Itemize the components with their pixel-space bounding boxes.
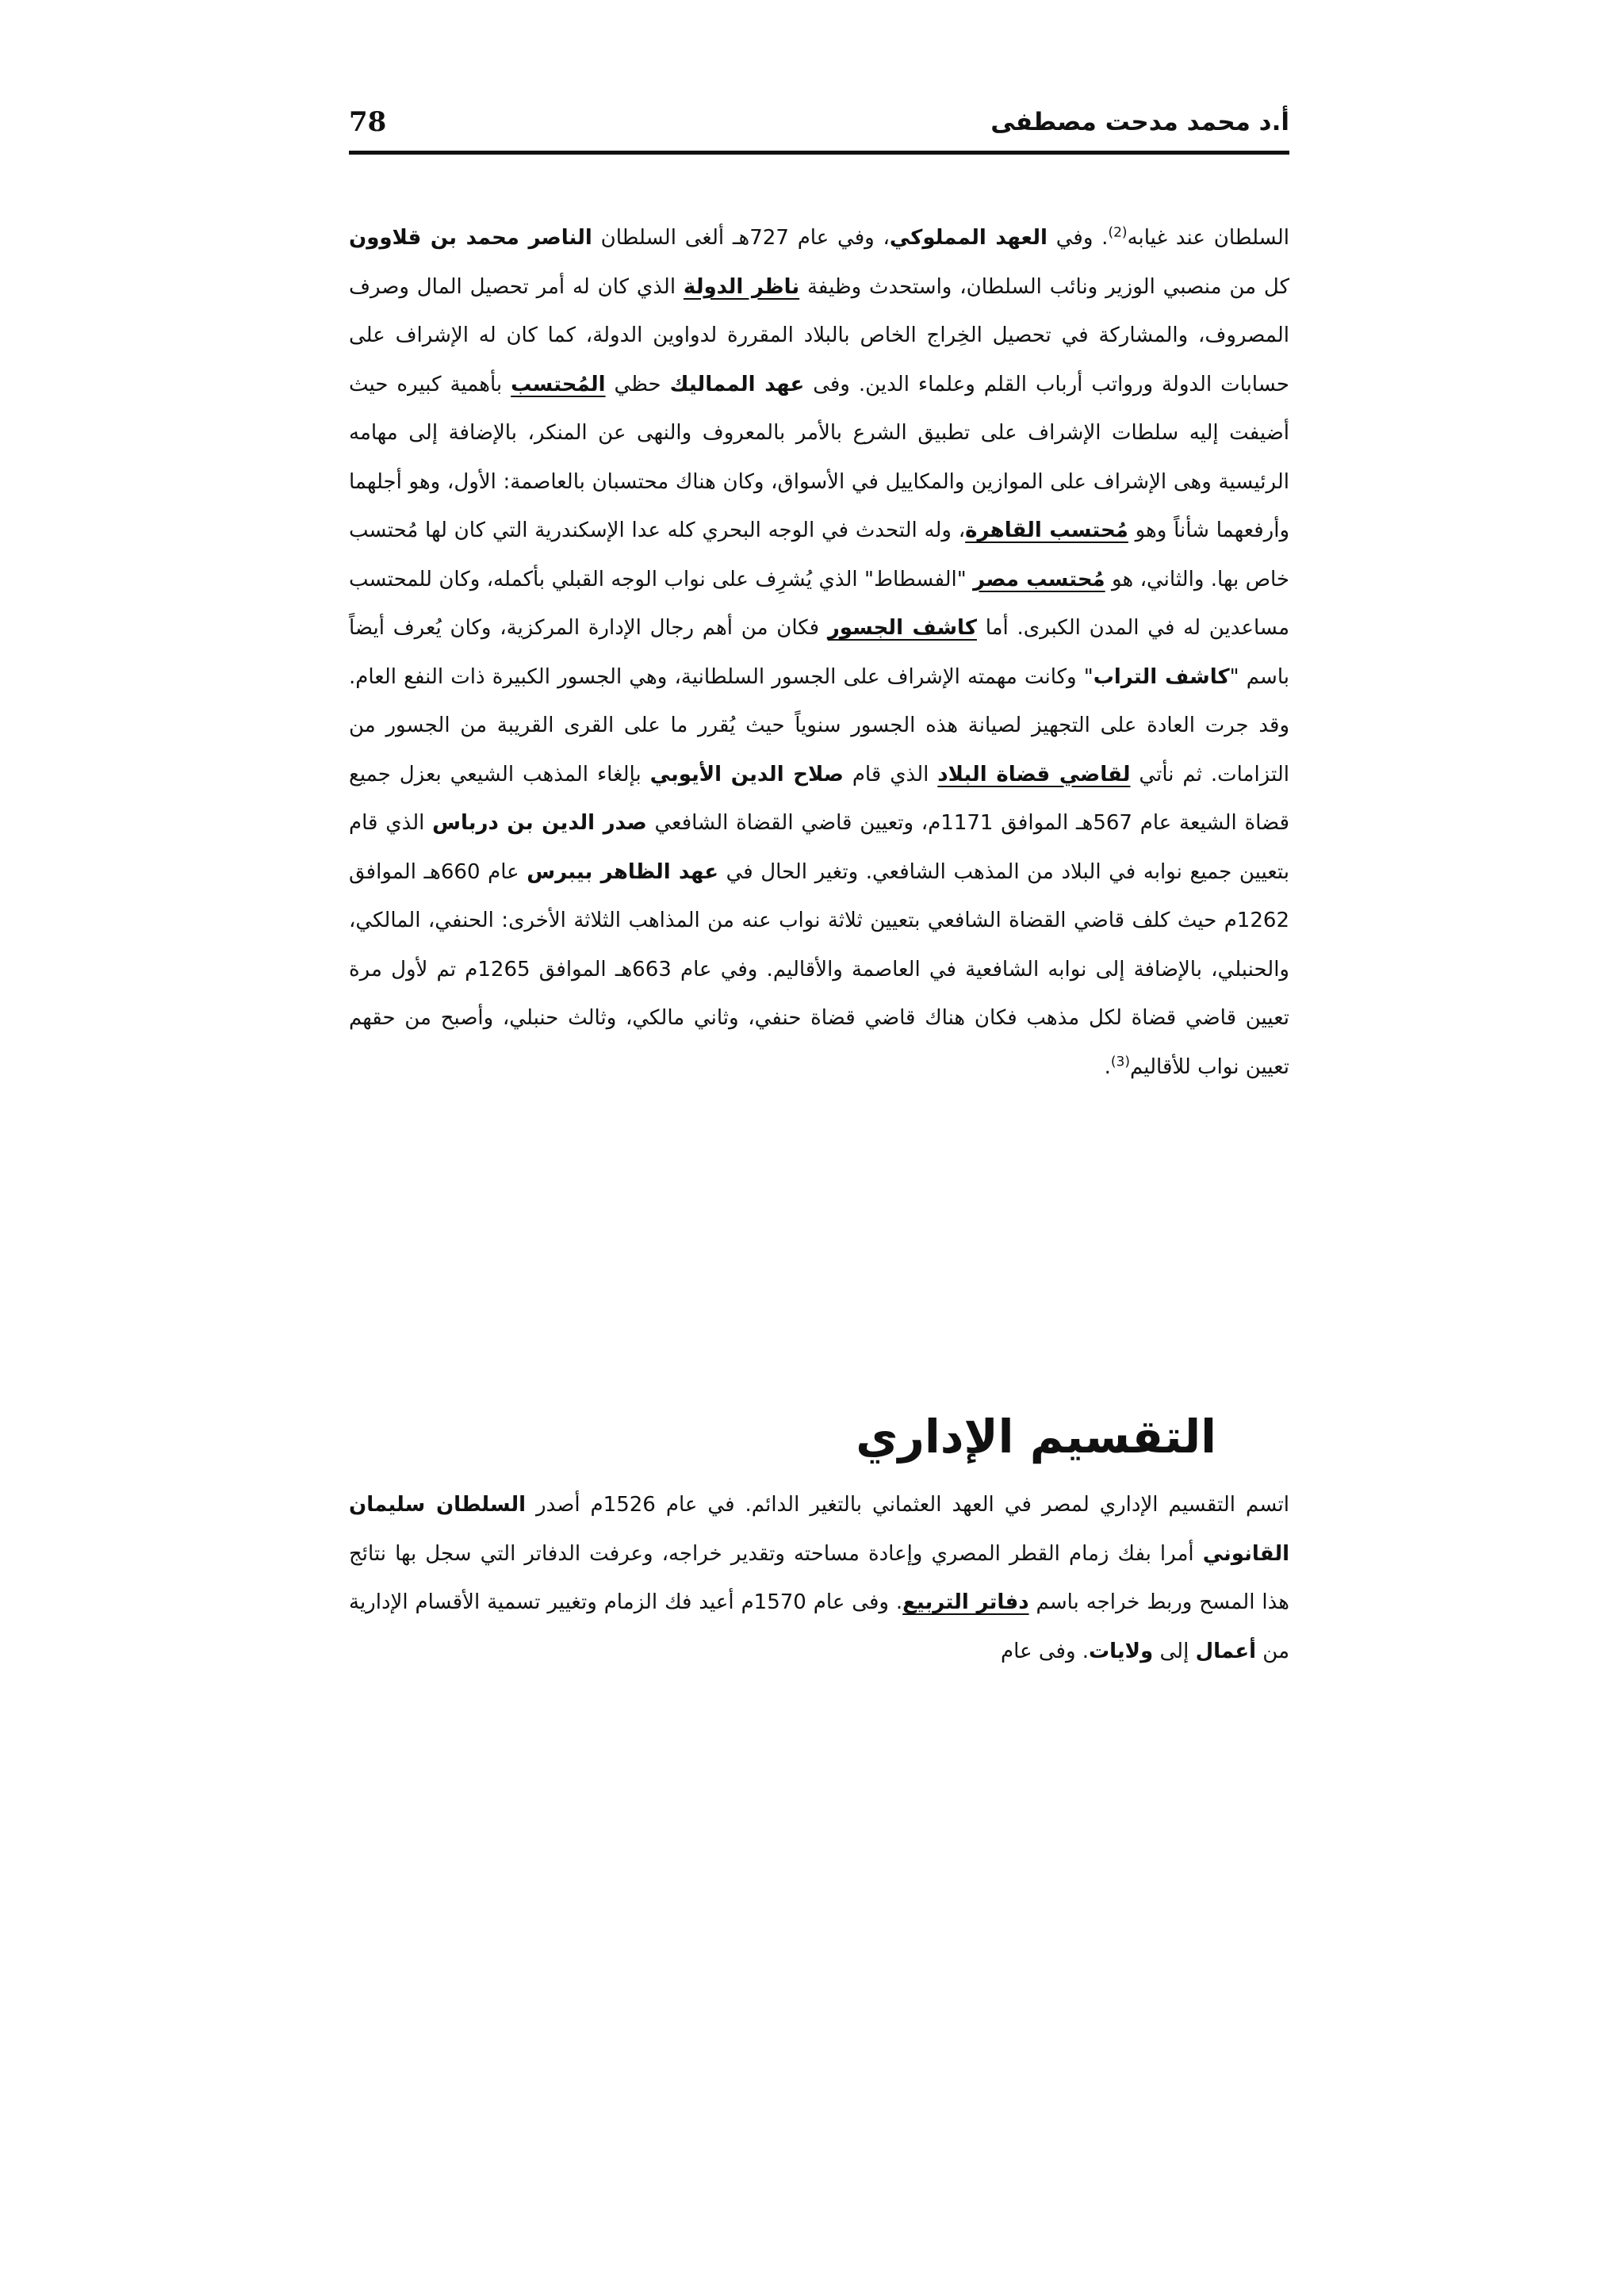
bold-term-nasir-qalawun: الناصر محمد بن قلاوون [349, 226, 592, 250]
bold-term-sadr-al-din: صدر الدين بن درباس [432, 811, 647, 835]
text-run: عام 660هـ الموافق 1262م حيث كلف قاضي القضاة الشافعي بتعيين ثلاثة نواب عنه من المذاهب الثلاثة الأخرى: الحنفي، المالكي، والحنبلي، بالإضافة إلى نوابه الشافعية في العاصمة والأقاليم. وفي عام 663هـ الموافق 1265م تم لأول مرة تعيين قاضي قضاة لكل مذهب فكان هناك قاضي قضاة حنفي، وثاني مالكي، وثالث حنبلي، وأصبح من حقهم تعيين نواب للأقاليم [349, 859, 1289, 1079]
text-run: ، وفي عام 727هـ ألغى السلطان [592, 226, 890, 250]
text-run: بإلغاء المذهب الشيعي بعزل جميع قضاة الشيعة عام 567هـ الموافق 1171م، وتعيين قاضي القضاة الشافعي [349, 762, 1290, 835]
bold-term-wilayat: ولايات [1089, 1639, 1154, 1663]
text-run: الذي قام [843, 762, 938, 786]
header-page-number: 78 [349, 106, 387, 138]
body-block-mamluk-administration [349, 214, 1289, 1092]
text-run: اتسم التقسيم الإداري لمصر في العهد العثماني بالتغير الدائم. في عام 1526م أصدر [526, 1493, 1289, 1517]
bold-term-salah-al-din: صلاح الدين الأيوبي [649, 762, 844, 786]
text-run: السلطان عند غيابه [1127, 226, 1290, 250]
underlined-term-kashif-jusur: كاشف الجسور [827, 616, 977, 640]
text-run: "الفسطاط" الذي يُشرِف على نواب الوجه القبلي بأكمله، وكان للمحتسب مساعدين له في المدن الكبرى. أما [349, 567, 1289, 640]
text-run: الذي قام بتعيين جميع نوابه في البلاد من المذهب الشافعي. وتغير الحال في [349, 811, 1289, 884]
paragraph-ottoman-division [349, 1481, 1289, 1676]
running-header [349, 103, 1289, 155]
text-run: حظي [605, 372, 670, 396]
text-run: . وفى عام [1001, 1639, 1090, 1663]
bold-term-kashif-turab: كاشف التراب [1093, 664, 1230, 689]
bold-term-mamluk-era: العهد المملوكي [889, 226, 1048, 250]
text-run: . وفى عام 1570م أعيد فك الزمام وتغيير تسمية الأقسام الإدارية من [349, 1590, 1289, 1663]
bold-term-mamluk-period: عهد المماليك [669, 372, 805, 396]
text-run: أمرا بفك زمام القطر المصري وإعادة مساحته وتقدير خراجه، وعرفت الدفاتر التي سجل بها نتائج هذا المسح وربط خراجه باسم [349, 1541, 1289, 1614]
header-author: أ.د محمد مدحت مصطفى [990, 108, 1289, 136]
text-run: . وفي [1047, 226, 1109, 250]
text-run: الذي كان له أمر تحصيل المال وصرف المصروف، والمشاركة في تحصيل الخِراج الخاص بالبلاد المقررة لدواوين الدولة، كما كان له الإشراف على حسابات الدولة ورواتب أرباب القلم وعلماء الدين. وفى [349, 274, 1289, 396]
text-run: . [1104, 1054, 1111, 1079]
text-run: بأهمية كبيره حيث أضيفت إليه سلطات الإشراف على تطبيق الشرع بالأمر بالمعروف والنهى عن المنكر، بالإضافة إلى مهامه الرئيسية وهى الإشراف على الموازين والمكاييل في الأسواق، وكان هناك محتسبان بالعاصمة: الأول، وهو أجلهما وأرفعهما شأناً وهو [349, 372, 1289, 542]
bold-term-baybars-era: عهد الظاهر بيبرس [527, 859, 718, 884]
underlined-term-chief-judge: لقاضي قضاة البلاد [937, 762, 1131, 786]
underlined-term-dafatir-tarbi: دفاتر التربيع [902, 1590, 1029, 1614]
text-run: إلى [1153, 1639, 1196, 1663]
text-run: " وكانت مهمته الإشراف على الجسور السلطانية، وهي الجسور الكبيرة ذات النفع العام. وقد جرت العادة على التجهيز لصيانة هذه الجسور سنوياً حيث يُقرر ما على القرى القريبة من الجسور من التزامات. ثم نأتي [349, 664, 1290, 786]
text-run: كل من منصبي الوزير ونائب السلطان، واستحدث وظيفة [799, 274, 1289, 299]
text-run: فكان من أهم رجال الإدارة المركزية، وكان يُعرف أيضاً باسم " [349, 616, 1289, 689]
underlined-term-muhtasib-cairo: مُحتسب القاهرة [965, 519, 1128, 542]
footnote-ref-3[interactable]: (3) [1110, 1053, 1130, 1070]
footnote-ref-2[interactable]: (2) [1108, 224, 1128, 241]
underlined-term-muhtasib: المُحتسب [511, 372, 606, 396]
section-heading: التقسيم الإداري [856, 1410, 1216, 1464]
paragraph-mamluk-offices [349, 214, 1289, 1092]
underlined-term-nazir-dawla: ناظر الدولة [683, 274, 800, 299]
body-block-ottoman-division [349, 1481, 1289, 1676]
underlined-term-muhtasib-misr: مُحتسب مصر [973, 567, 1105, 591]
bold-term-suleiman: السلطان سليمان القانوني [349, 1493, 1289, 1566]
text-run: ، وله التحدث في الوجه البحري كله عدا الإسكندرية التي كان لها مُحتسب خاص بها. والثاني، هو [349, 519, 1290, 591]
bold-term-aamal: أعمال [1195, 1639, 1257, 1663]
